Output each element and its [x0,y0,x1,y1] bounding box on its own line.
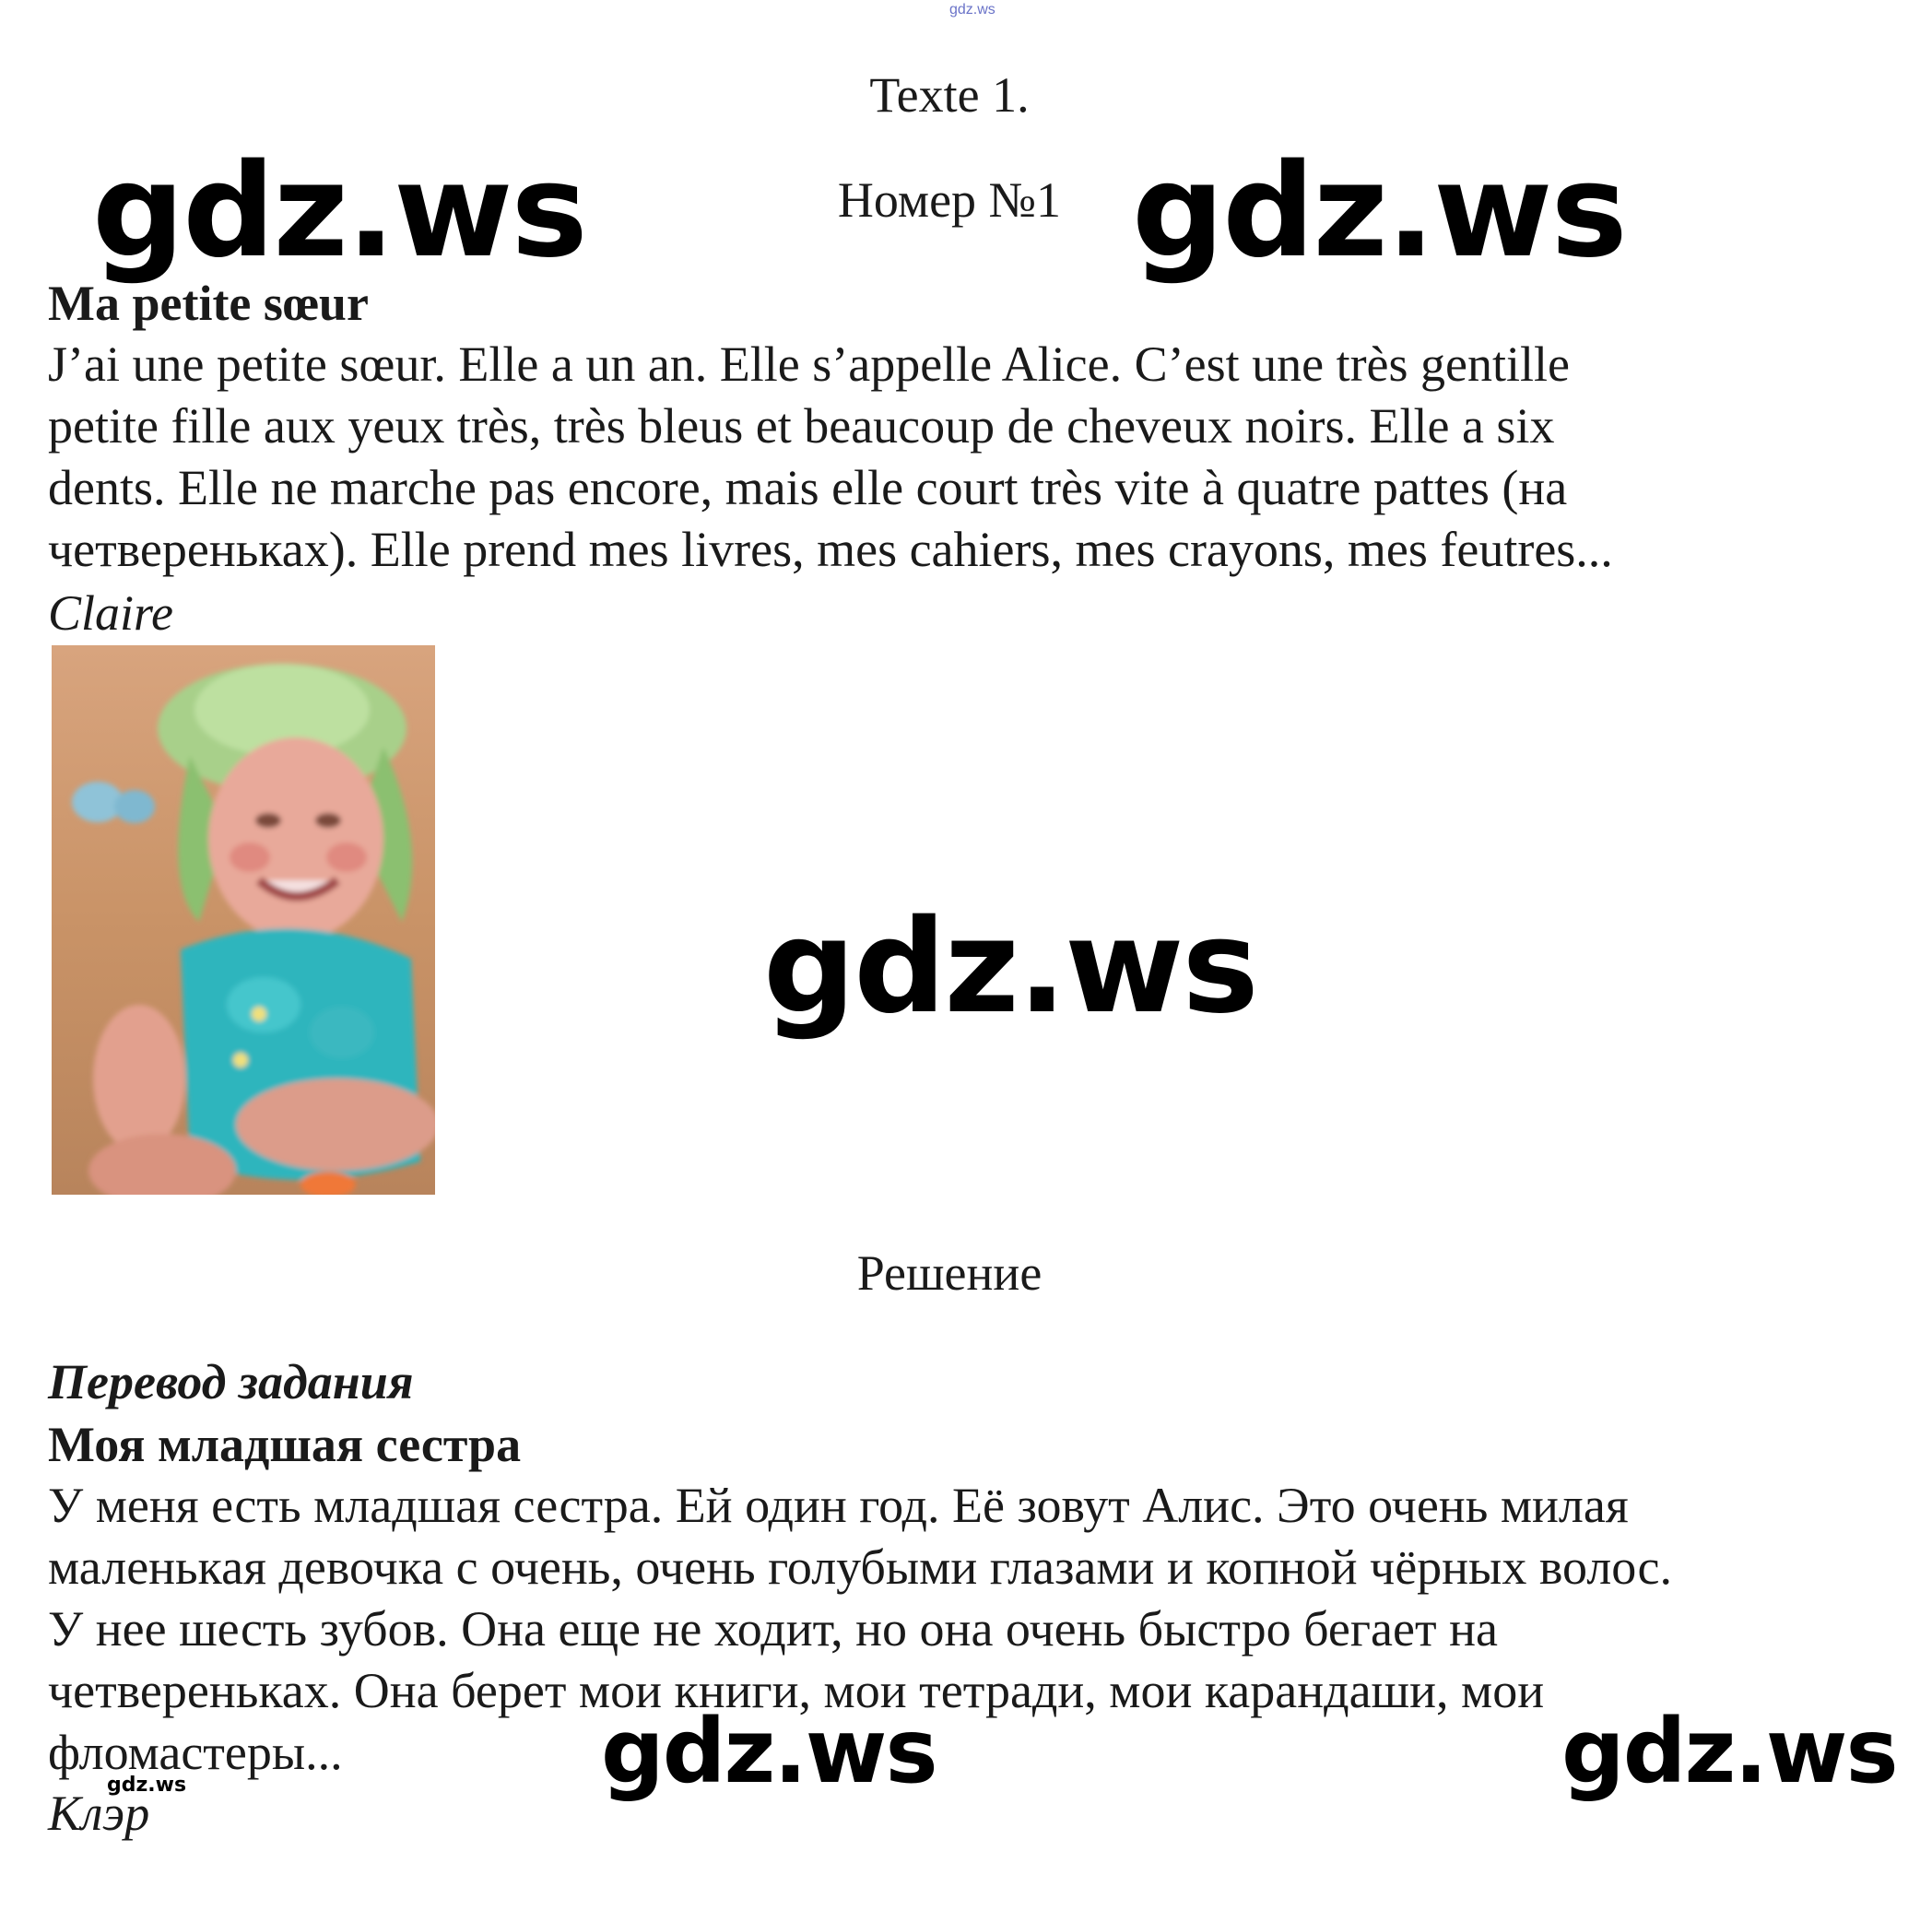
watermark-top-left: gdz.ws [92,136,586,287]
original-signature: Claire [48,585,174,641]
translation-heading: Перевод задания [48,1354,414,1409]
texte-label: Texte 1. [869,67,1030,123]
original-title: Ma petite sœur [48,276,369,331]
solution-label: Решение [856,1245,1043,1301]
watermark-tiny-bottom: gdz.ws [107,1774,187,1797]
top-watermark: gdz.ws [949,2,995,18]
watermark-top-right: gdz.ws [1132,136,1626,287]
original-text [48,334,1882,581]
translation-signature: Клэр [48,1786,150,1841]
translation-line-1: У меня есть младшая сестра. Ей один год. Её зовут Алис. Это очень милая [48,1478,1629,1533]
child-photo [52,645,435,1195]
translation-line-5: фломастеры... [48,1725,343,1780]
number-label: Номер №1 [837,172,1062,228]
original-line-1: J’ai une petite sœur. Elle a un an. Elle s’appelle Alice. C’est une très gentille [48,336,1570,392]
watermark-bottom-right: gdz.ws [1561,1700,1897,1803]
translation-line-4: четвереньках. Она берет мои книги, мои тетради, мои карандаши, мои [48,1663,1545,1718]
watermark-center: gdz.ws [763,892,1257,1043]
original-line-2: petite fille aux yeux très, très bleus et beaucoup de cheveux noirs. Elle a six [48,398,1555,454]
watermark-bottom-center: gdz.ws [601,1700,937,1803]
original-line-3: dents. Elle ne marche pas encore, mais elle court très vite à quatre pattes (на [48,460,1568,515]
original-line-4: четвереньках). Elle prend mes livres, mes cahiers, mes crayons, mes feutres... [48,522,1613,577]
translation-line-3: У нее шесть зубов. Она еще не ходит, но она очень быстро бегает на [48,1601,1498,1657]
translation-line-2: маленькая девочка с очень, очень голубыми глазами и копной чёрных волос. [48,1539,1673,1595]
translation-title: Моя младшая сестра [48,1417,522,1472]
